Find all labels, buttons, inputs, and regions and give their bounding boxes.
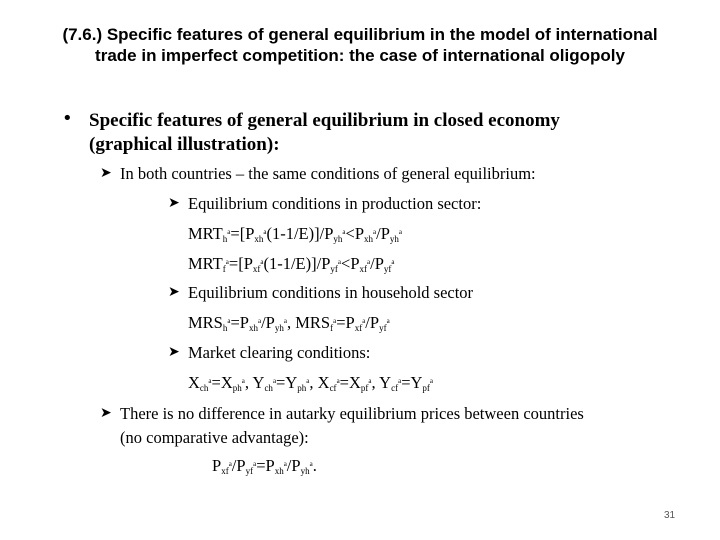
main-bullet-line-1: Specific features of general equilibrium in closed economy	[89, 110, 560, 131]
production-text: Equilibrium conditions in production sector:	[188, 194, 482, 213]
market-clearing-text: Market clearing conditions:	[188, 343, 371, 362]
arrow-bullet-icon: ➤	[168, 195, 180, 211]
slide-title	[30, 24, 690, 66]
arrow-bullet-icon: ➤	[168, 344, 180, 360]
arrow-bullet-icon: ➤	[100, 165, 112, 181]
no-difference-line-2: (no comparative advantage):	[120, 428, 309, 447]
mrs-equation: $MRS_h^a=P_{xh}^a/P_{yh}^a$, $MRS_f^a=P_{xf}^a/P_{yf}^a$	[188, 313, 390, 333]
arrow-bullet-icon: ➤	[168, 284, 180, 300]
market-clearing-equation: $X_{ch}^a=X_{ph}^a$, $Y_{ch}^a=Y_{ph}^a$, $X_{cf}^a=X_{pf}^a$, $Y_{cf}^a=Y_{pf}^a$	[188, 373, 434, 393]
round-bullet-icon: •	[62, 108, 73, 129]
both-countries-text: In both countries – the same conditions of general equilibrium:	[120, 164, 536, 183]
no-difference-line-1: There is no difference in autarky equilibrium prices between countries	[120, 404, 584, 423]
page-number: 31	[664, 510, 676, 521]
mrt-home-equation: $MRT_h^a=[P_{xh}^a(1-1/E)]/P_{yh}^a<P_{xh}^a/P_{yh}^a$	[188, 224, 403, 244]
arrow-bullet-icon: ➤	[100, 405, 112, 421]
mrt-foreign-equation: $MRT_f^a=[P_{xf}^a(1-1/E)]/P_{yf}^a<P_{xf}^a/P_{yf}^a$	[188, 254, 395, 274]
title-line-1: (7.6.) Specific features of general equilibrium in the model of international	[62, 25, 658, 44]
household-text: Equilibrium conditions in household sector	[188, 283, 474, 302]
autarky-price-equation: $P_{xf}^a/P_{yf}^a=P_{xh}^a/P_{yh}^a$.	[212, 456, 317, 476]
main-bullet-line-2: (graphical illustration):	[89, 134, 280, 155]
title-line-2: trade in imperfect competition: the case of international oligopoly	[95, 46, 625, 65]
